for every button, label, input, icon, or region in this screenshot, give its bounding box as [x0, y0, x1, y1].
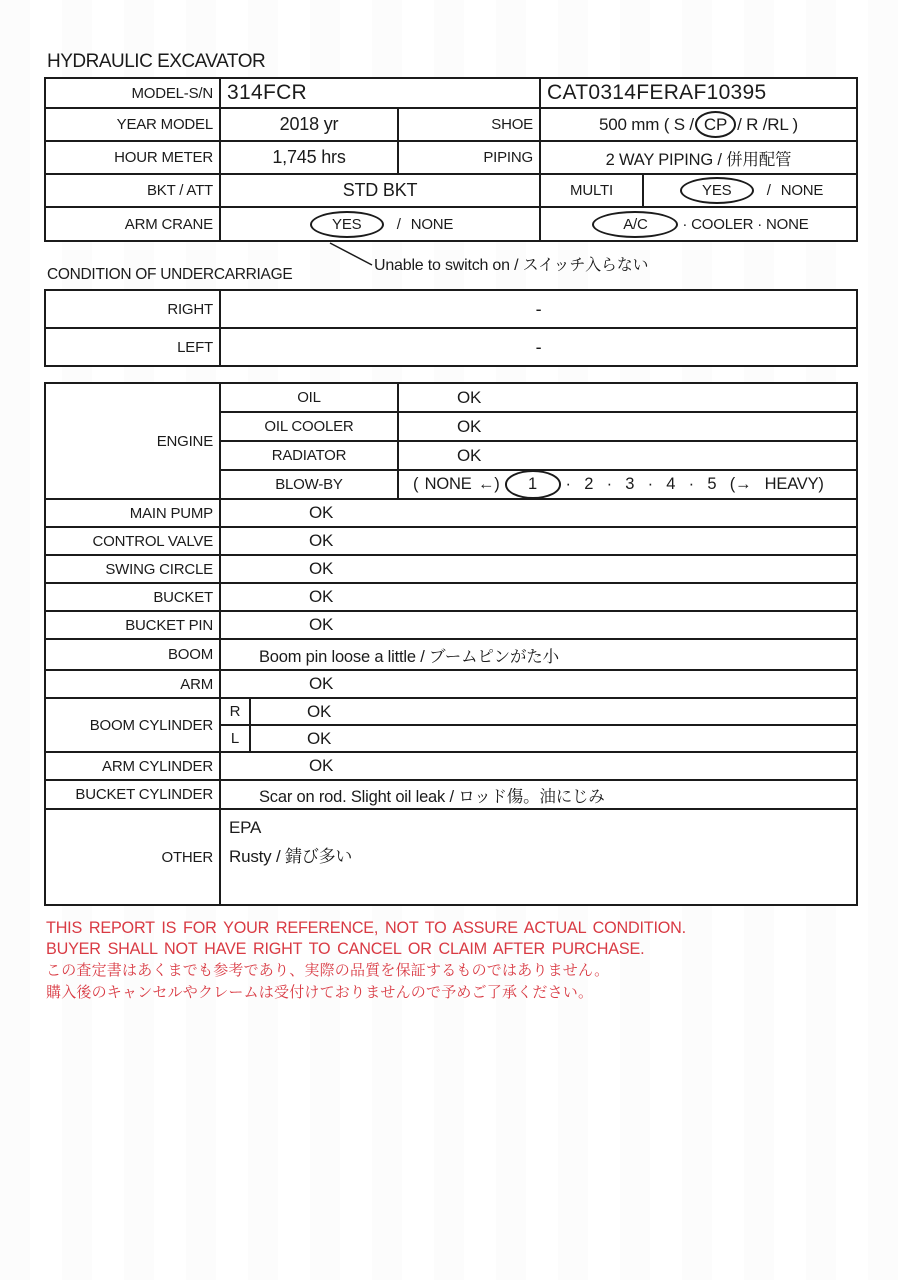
blowby-scale-prefix: ( NONE ←)	[413, 475, 500, 493]
undercarriage-right-label: RIGHT	[46, 291, 219, 327]
shoe-selected-circle: CP	[695, 111, 736, 138]
main-pump-label: MAIN PUMP	[46, 500, 219, 526]
control-valve-label: CONTROL VALVE	[46, 528, 219, 554]
other-label: OTHER	[46, 810, 219, 904]
condition-table	[44, 382, 858, 906]
ac-selected-circle: A/C	[592, 211, 678, 238]
engine-label: ENGINE	[46, 384, 219, 498]
other-line2: Rusty / 錆び多い	[229, 847, 353, 866]
hour-meter-value: 1,745 hrs	[221, 142, 397, 173]
bucket-pin-value: OK	[221, 612, 856, 638]
engine-oil-value: OK	[399, 384, 856, 411]
engine-oil-cooler-value: OK	[399, 413, 856, 440]
multi-selected-circle: YES	[680, 177, 754, 204]
disclaimer-line-1: THIS REPORT IS FOR YOUR REFERENCE, NOT TO ASSURE ACTUAL CONDITION.	[46, 919, 686, 937]
bkt-att-value: STD BKT	[221, 175, 539, 206]
undercarriage-left-label: LEFT	[46, 329, 219, 365]
arm-crane-separator: /	[396, 215, 401, 233]
engine-oil-label: OIL	[221, 384, 397, 411]
boom-label: BOOM	[46, 640, 219, 669]
shoe-value	[541, 109, 856, 140]
main-pump-value: OK	[221, 500, 856, 526]
boom-cylinder-r-label: R	[221, 699, 249, 724]
disclaimer-line-4: 購入後のキャンセルやクレームは受付けておりませんので予めご了承ください。	[46, 983, 594, 1001]
multi-label: MULTI	[541, 175, 642, 206]
disclaimer-line-3: この査定書はあくまでも参考であり、実際の品質を保証するものではありません。	[46, 962, 610, 979]
arm-cylinder-label: ARM CYLINDER	[46, 753, 219, 779]
swing-circle-value: OK	[221, 556, 856, 582]
disclaimer-line-2: BUYER SHALL NOT HAVE RIGHT TO CANCEL OR CLAIM AFTER PURCHASE.	[46, 940, 645, 958]
bucket-value: OK	[221, 584, 856, 610]
year-model-value: 2018 yr	[221, 109, 397, 140]
control-valve-value: OK	[221, 528, 856, 554]
shoe-value-prefix: 500 mm ( S /	[599, 114, 694, 134]
bucket-label: BUCKET	[46, 584, 219, 610]
boom-cylinder-l-label: L	[221, 726, 249, 751]
model-sn-label: MODEL-S/N	[46, 79, 219, 107]
engine-oil-cooler-label: OIL COOLER	[221, 413, 397, 440]
engine-radiator-label: RADIATOR	[221, 442, 397, 469]
boom-cylinder-l-value: OK	[251, 726, 856, 751]
arm-value: OK	[221, 671, 856, 697]
shoe-label: SHOE	[399, 109, 539, 140]
arm-cylinder-value: OK	[221, 753, 856, 779]
ac-cooler-options: · COOLER · NONE	[682, 215, 809, 233]
blowby-selected-circle: 1	[505, 470, 561, 499]
other-line1: EPA	[229, 818, 262, 837]
undercarriage-table	[44, 289, 858, 367]
undercarriage-left-value: -	[221, 329, 856, 365]
piping-label: PIPING	[399, 142, 539, 173]
multi-none-option: NONE	[780, 182, 824, 199]
blowby-scale-suffix: · 2 · 3 · 4 · 5 (→ HEAVY)	[565, 475, 824, 493]
multi-separator: /	[766, 182, 771, 199]
undercarriage-right-value: -	[221, 291, 856, 327]
annotation-leader-line	[322, 240, 380, 268]
arm-crane-label: ARM CRANE	[46, 208, 219, 240]
disclaimer-block	[46, 918, 686, 1003]
boom-value: Boom pin loose a little / ブームピンがた小	[221, 640, 856, 669]
arm-crane-selected-circle: YES	[310, 211, 384, 238]
arm-crane-value	[221, 208, 539, 240]
shoe-value-suffix: / R /RL )	[737, 114, 798, 134]
other-value	[221, 810, 856, 904]
engine-blowby-scale	[399, 471, 856, 498]
boom-cylinder-r-value: OK	[251, 699, 856, 724]
machine-info-table	[44, 77, 858, 242]
piping-value: 2 WAY PIPING / 併用配管	[541, 142, 856, 173]
model-value: 314FCR	[221, 79, 539, 107]
bucket-cylinder-value: Scar on rod. Slight oil leak / ロッド傷。油にじみ	[221, 781, 856, 808]
swing-circle-label: SWING CIRCLE	[46, 556, 219, 582]
boom-cylinder-label: BOOM CYLINDER	[46, 699, 219, 751]
serial-value: CAT0314FERAF10395	[541, 79, 856, 107]
multi-value	[644, 175, 856, 206]
bucket-pin-label: BUCKET PIN	[46, 612, 219, 638]
arm-crane-annotation: Unable to switch on / スイッチ入らない	[374, 257, 649, 274]
arm-crane-none-option: NONE	[410, 215, 454, 233]
undercarriage-section-title: CONDITION OF UNDERCARRIAGE	[47, 266, 293, 283]
engine-radiator-value: OK	[399, 442, 856, 469]
bucket-cylinder-label: BUCKET CYLINDER	[46, 781, 219, 808]
arm-label: ARM	[46, 671, 219, 697]
engine-blowby-label: BLOW-BY	[221, 471, 397, 498]
bkt-att-label: BKT / ATT	[46, 175, 219, 206]
year-model-label: YEAR MODEL	[46, 109, 219, 140]
hour-meter-label: HOUR METER	[46, 142, 219, 173]
ac-cooler-value	[541, 208, 856, 240]
page-title: HYDRAULIC EXCAVATOR	[47, 51, 266, 72]
